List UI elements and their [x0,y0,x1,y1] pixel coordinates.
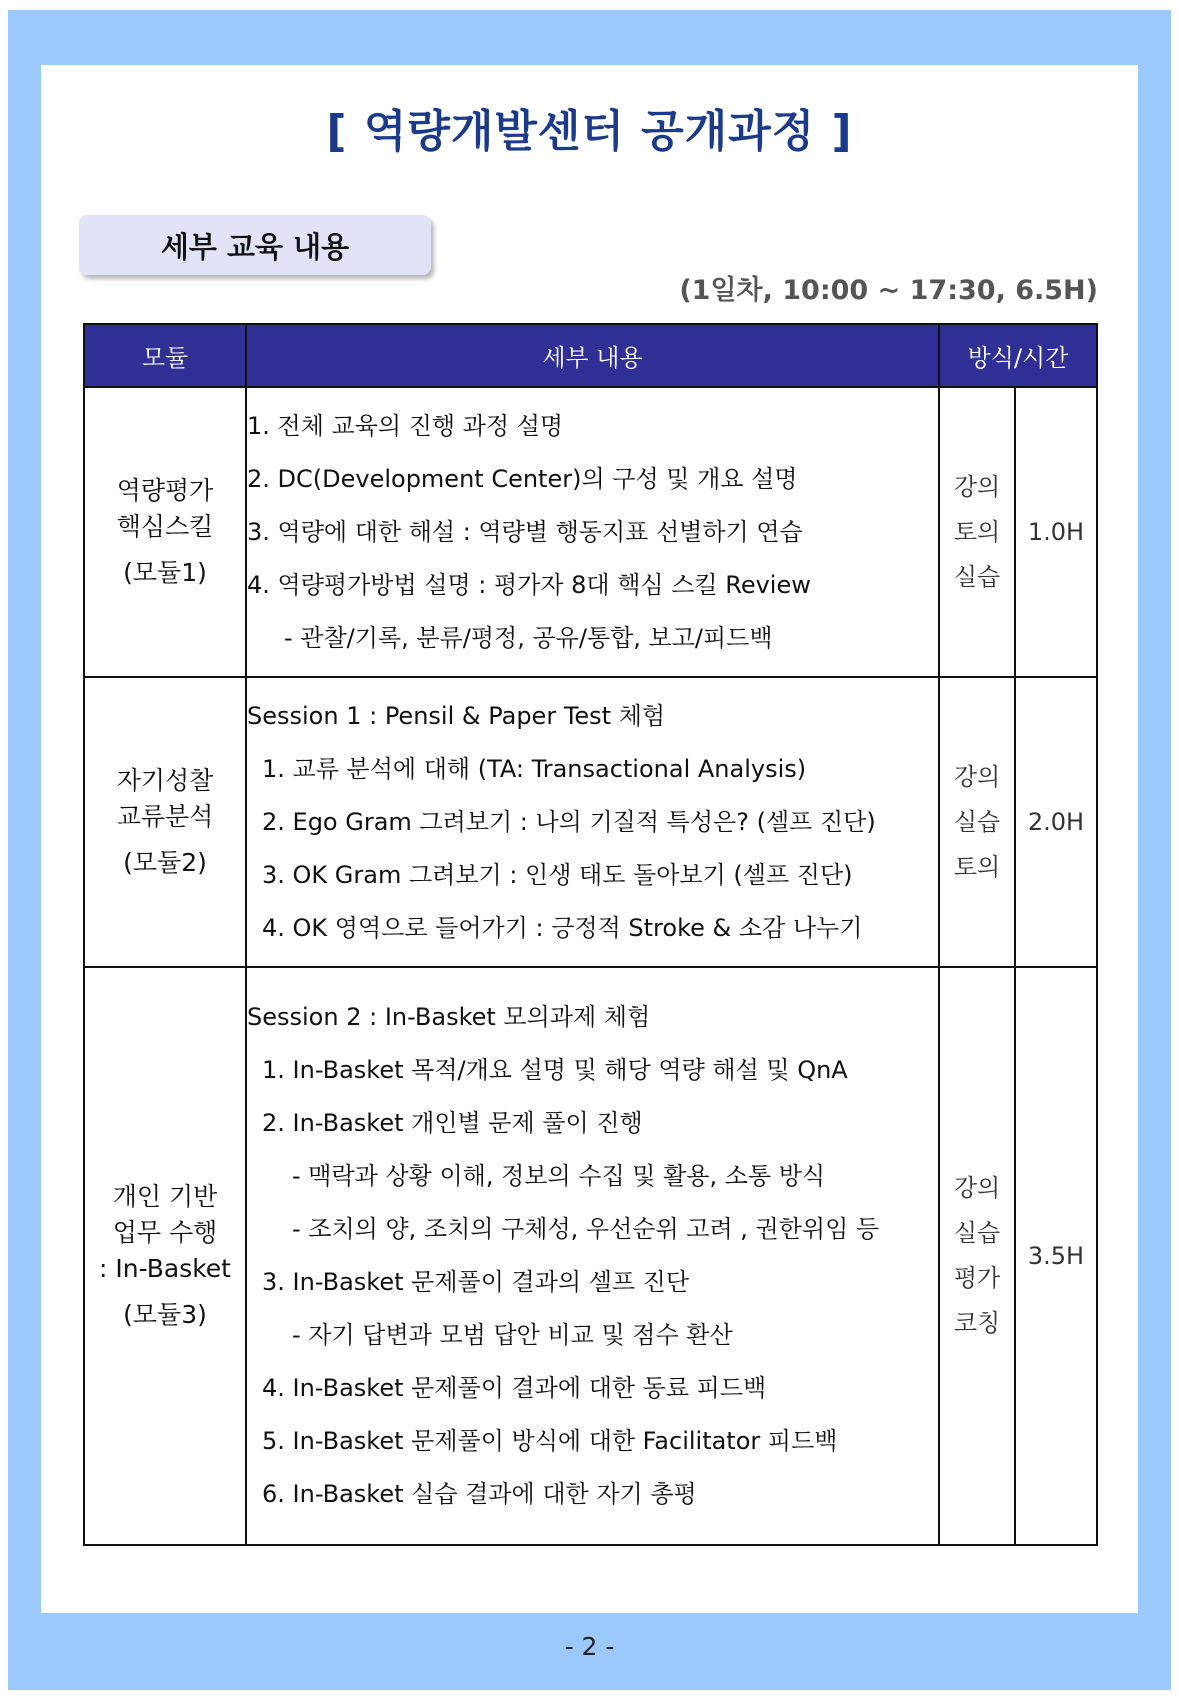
content-line: 1. 교류 분석에 대해 (TA: Transactional Analysis) [262,754,807,783]
method-item: 코칭 [953,1309,1001,1337]
content-cell [246,387,939,677]
method-cell [939,387,1015,677]
hours-cell: 3.5H [1015,967,1097,1545]
content-line: 1. 전체 교육의 진행 과정 설명 [247,411,564,440]
module-number: (모듈1) [123,558,207,587]
method-item: 실습 [953,562,1001,591]
method-cell [939,677,1015,967]
method-item: 토의 [953,852,1001,881]
content-line: Session 2 : In-Basket 모의과제 체험 [247,1003,651,1031]
table-row [84,967,1097,1545]
hours-cell: 1.0H [1015,387,1097,677]
header-method-time: 방식/시간 [939,324,1097,387]
module-name-line: 핵심스킬 [116,512,214,541]
hours-cell: 2.0H [1015,677,1097,967]
method-item: 강의 [953,472,1001,501]
method-item: 토의 [953,517,1001,546]
module-cell [84,387,246,677]
header-module: 모듈 [84,324,246,387]
header-content: 세부 내용 [246,324,939,387]
content-line: 6. In-Basket 실습 결과에 대한 자기 총평 [262,1480,697,1508]
page-title: [ 역량개발센터 공개과정 ] [326,106,853,157]
content-cell [246,967,939,1545]
page-number: - 2 - [564,1632,615,1661]
module-name-line: 교류분석 [116,802,214,831]
content-line: - 관찰/기록, 분류/평정, 공유/통합, 보고/피드백 [284,623,773,652]
method-item: 강의 [953,762,1001,791]
content-line: 2. DC(Development Center)의 구성 및 개요 설명 [247,464,798,493]
table-row [84,677,1097,967]
module-name-line: 업무 수행 [112,1218,218,1247]
day-info: (1일차, 10:00 ~ 17:30, 6.5H) [679,275,1098,306]
method-item: 강의 [953,1174,1001,1202]
module-name-line: 개인 기반 [112,1182,218,1211]
content-line: - 조치의 양, 조치의 구체성, 우선순위 고려 , 권한위임 등 [292,1215,880,1243]
module-number: (모듈2) [123,848,207,877]
module-cell [84,967,246,1545]
module-cell [84,677,246,967]
content-line: - 자기 답변과 모범 답안 비교 및 점수 환산 [292,1321,733,1349]
module-name-line: 자기성찰 [116,766,214,795]
content-line: - 맥락과 상황 이해, 정보의 수집 및 활용, 소통 방식 [292,1162,826,1190]
module-name-line: 역량평가 [116,476,214,505]
content-line: 2. Ego Gram 그려보기 : 나의 기질적 특성은? (셀프 진단) [262,807,876,836]
content-line: Session 1 : Pensil & Paper Test 체험 [247,701,666,730]
method-item: 평가 [953,1264,1001,1292]
content-cell [246,677,939,967]
method-item: 실습 [953,1219,1001,1247]
content-line: 4. In-Basket 문제풀이 결과에 대한 동료 피드백 [262,1374,767,1402]
schedule-table [83,323,1098,1546]
module-name-line: : In-Basket [99,1254,231,1283]
module-number: (모듈3) [123,1300,207,1329]
content-line: 2. In-Basket 개인별 문제 풀이 진행 [262,1109,643,1137]
content-line: 3. In-Basket 문제풀이 결과의 셀프 진단 [262,1268,690,1296]
content-line: 5. In-Basket 문제풀이 방식에 대한 Facilitator 피드백 [262,1427,838,1455]
content-line: 4. OK 영역으로 들어가기 : 긍정적 Stroke & 소감 나누기 [262,913,863,942]
content-line: 1. In-Basket 목적/개요 설명 및 해당 역량 해설 및 QnA [262,1056,848,1084]
section-label: 세부 교육 내용 [79,215,431,275]
table-header-row [84,324,1097,387]
content-line: 4. 역량평가방법 설명 : 평가자 8대 핵심 스킬 Review [247,570,811,599]
content-line: 3. 역량에 대한 해설 : 역량별 행동지표 선별하기 연습 [247,517,803,546]
method-item: 실습 [953,807,1001,836]
table-row [84,387,1097,677]
content-line: 3. OK Gram 그려보기 : 인생 태도 돌아보기 (셀프 진단) [262,860,853,889]
method-cell [939,967,1015,1545]
